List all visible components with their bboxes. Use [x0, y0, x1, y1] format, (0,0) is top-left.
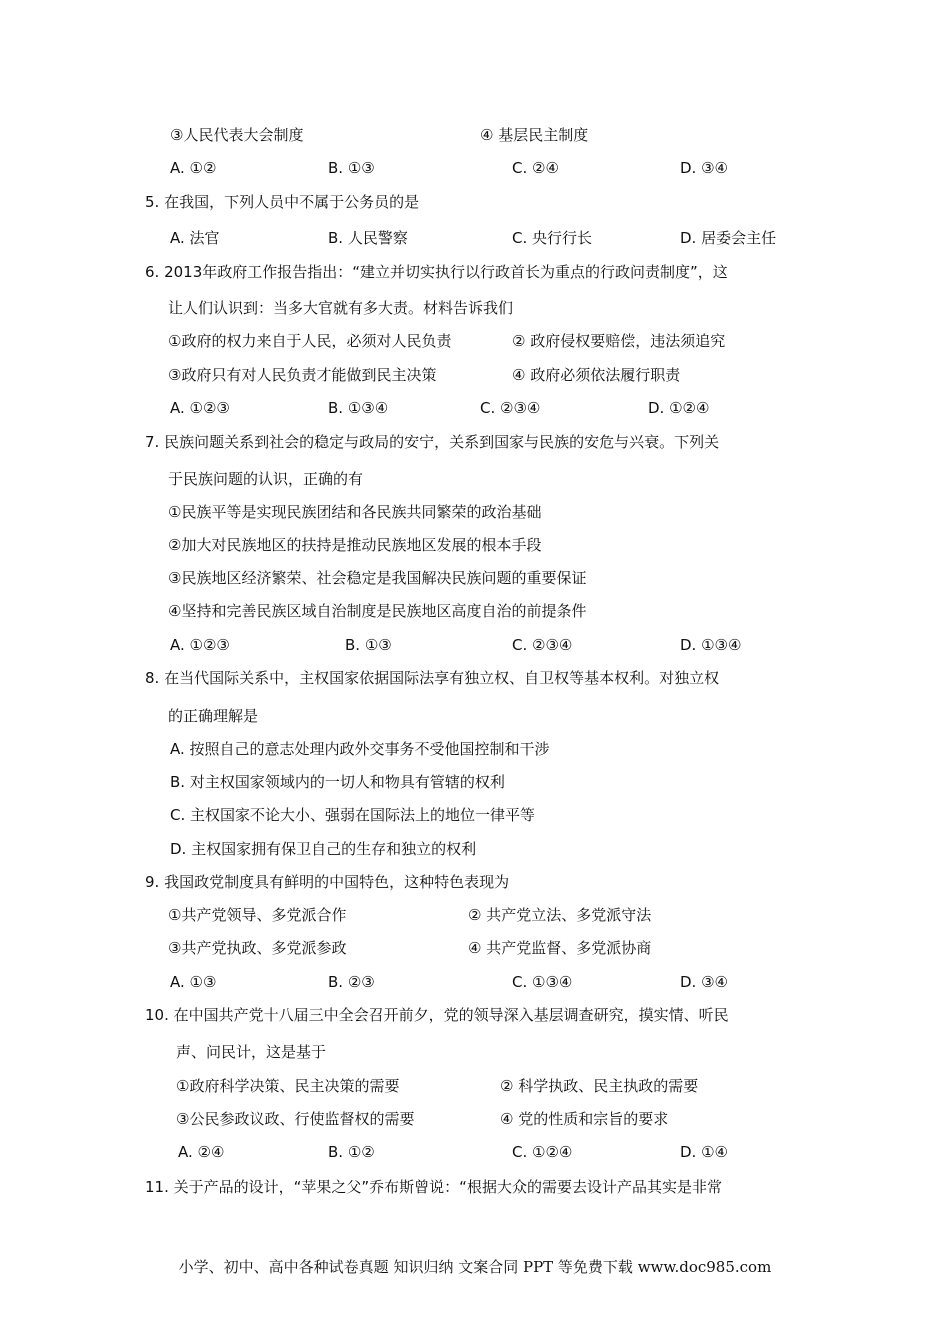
q9-item-2: ② 共产党立法、多党派守法 — [468, 906, 652, 924]
q7-stem-line1: 7. 民族问题关系到社会的稳定与政局的安宁，关系到国家与民族的安危与兴衰。下列关 — [145, 433, 720, 451]
q10-item-1: ①政府科学决策、民主决策的需要 — [176, 1077, 400, 1095]
q7-option-a: A. ①②③ — [170, 636, 230, 654]
q4-item-4: ④ 基层民主制度 — [480, 126, 589, 144]
q5-stem: 5. 在我国，下列人员中不属于公务员的是 — [145, 193, 420, 211]
q10-stem-line2: 声、问民计，这是基于 — [176, 1043, 327, 1061]
q7-item-2: ②加大对民族地区的扶持是推动民族地区发展的根本手段 — [168, 536, 542, 554]
q7-option-c: C. ②③④ — [512, 636, 573, 654]
q9-option-d: D. ③④ — [680, 973, 728, 991]
q10-item-4: ④ 党的性质和宗旨的要求 — [500, 1110, 669, 1128]
q5-option-a: A. 法官 — [170, 229, 220, 247]
q4-option-a: A. ①② — [170, 159, 217, 177]
q7-option-d: D. ①③④ — [680, 636, 742, 654]
q6-option-b: B. ①③④ — [328, 399, 389, 417]
q6-item-1: ①政府的权力来自于人民，必须对人民负责 — [168, 332, 452, 350]
q10-option-a: A. ②④ — [178, 1143, 225, 1161]
page-footer: 小学、初中、高中各种试卷真题 知识归纳 文案合同 PPT 等免费下载 www.doc985.com — [178, 1258, 772, 1276]
q6-item-3: ③政府只有对人民负责才能做到民主决策 — [168, 366, 437, 384]
q7-item-3: ③民族地区经济繁荣、社会稳定是我国解决民族问题的重要保证 — [168, 569, 587, 587]
q8-option-c: C. 主权国家不论大小、强弱在国际法上的地位一律平等 — [170, 806, 536, 824]
q6-option-a: A. ①②③ — [170, 399, 230, 417]
q9-option-a: A. ①③ — [170, 973, 217, 991]
q7-stem-line2: 于民族问题的认识，正确的有 — [168, 470, 364, 488]
q4-item-3: ③人民代表大会制度 — [170, 126, 304, 144]
q7-item-1: ①民族平等是实现民族团结和各民族共同繁荣的政治基础 — [168, 503, 542, 521]
q6-option-d: D. ①②④ — [648, 399, 710, 417]
q10-item-3: ③公民参政议政、行使监督权的需要 — [176, 1110, 415, 1128]
q10-option-c: C. ①②④ — [512, 1143, 573, 1161]
q6-option-c: C. ②③④ — [480, 399, 541, 417]
q8-option-a: A. 按照自己的意志处理内政外交事务不受他国控制和干涉 — [170, 740, 550, 758]
q10-item-2: ② 科学执政、民主执政的需要 — [500, 1077, 699, 1095]
q6-item-4: ④ 政府必须依法履行职责 — [512, 366, 681, 384]
q5-option-c: C. 央行行长 — [512, 229, 593, 247]
q10-option-d: D. ①④ — [680, 1143, 728, 1161]
q7-item-4: ④坚持和完善民族区域自治制度是民族地区高度自治的前提条件 — [168, 602, 587, 620]
q4-option-d: D. ③④ — [680, 159, 728, 177]
q9-option-b: B. ②③ — [328, 973, 375, 991]
q9-item-4: ④ 共产党监督、多党派协商 — [468, 939, 652, 957]
q10-option-b: B. ①② — [328, 1143, 375, 1161]
q10-stem-line1: 10. 在中国共产党十八届三中全会召开前夕，党的领导深入基层调查研究，摸实情、听民 — [145, 1006, 729, 1024]
q4-option-b: B. ①③ — [328, 159, 375, 177]
q9-item-3: ③共产党执政、多党派参政 — [168, 939, 347, 957]
q9-option-c: C. ①③④ — [512, 973, 573, 991]
q7-option-b: B. ①③ — [345, 636, 392, 654]
q6-item-2: ② 政府侵权要赔偿，违法须追究 — [512, 332, 726, 350]
q9-stem: 9. 我国政党制度具有鲜明的中国特色，这种特色表现为 — [145, 873, 510, 891]
q9-item-1: ①共产党领导、多党派合作 — [168, 906, 347, 924]
q8-option-d: D. 主权国家拥有保卫自己的生存和独立的权利 — [170, 840, 477, 858]
q6-stem-line2: 让人们认识到：当多大官就有多大责。材料告诉我们 — [168, 299, 514, 317]
q8-option-b: B. 对主权国家领域内的一切人和物具有管辖的权利 — [170, 773, 505, 791]
q5-option-b: B. 人民警察 — [328, 229, 408, 247]
q8-stem-line1: 8. 在当代国际关系中，主权国家依据国际法享有独立权、自卫权等基本权利。对独立权 — [145, 669, 720, 687]
q5-option-d: D. 居委会主任 — [680, 229, 777, 247]
q11-stem-line1: 11. 关于产品的设计，“苹果之父”乔布斯曾说：“根据大众的需要去设计产品其实是非常 — [145, 1178, 722, 1196]
q8-stem-line2: 的正确理解是 — [168, 707, 259, 725]
q4-option-c: C. ②④ — [512, 159, 559, 177]
q6-stem-line1: 6. 2013年政府工作报告指出：“建立并切实执行以行政首长为重点的行政问责制度”，这 — [145, 263, 728, 281]
